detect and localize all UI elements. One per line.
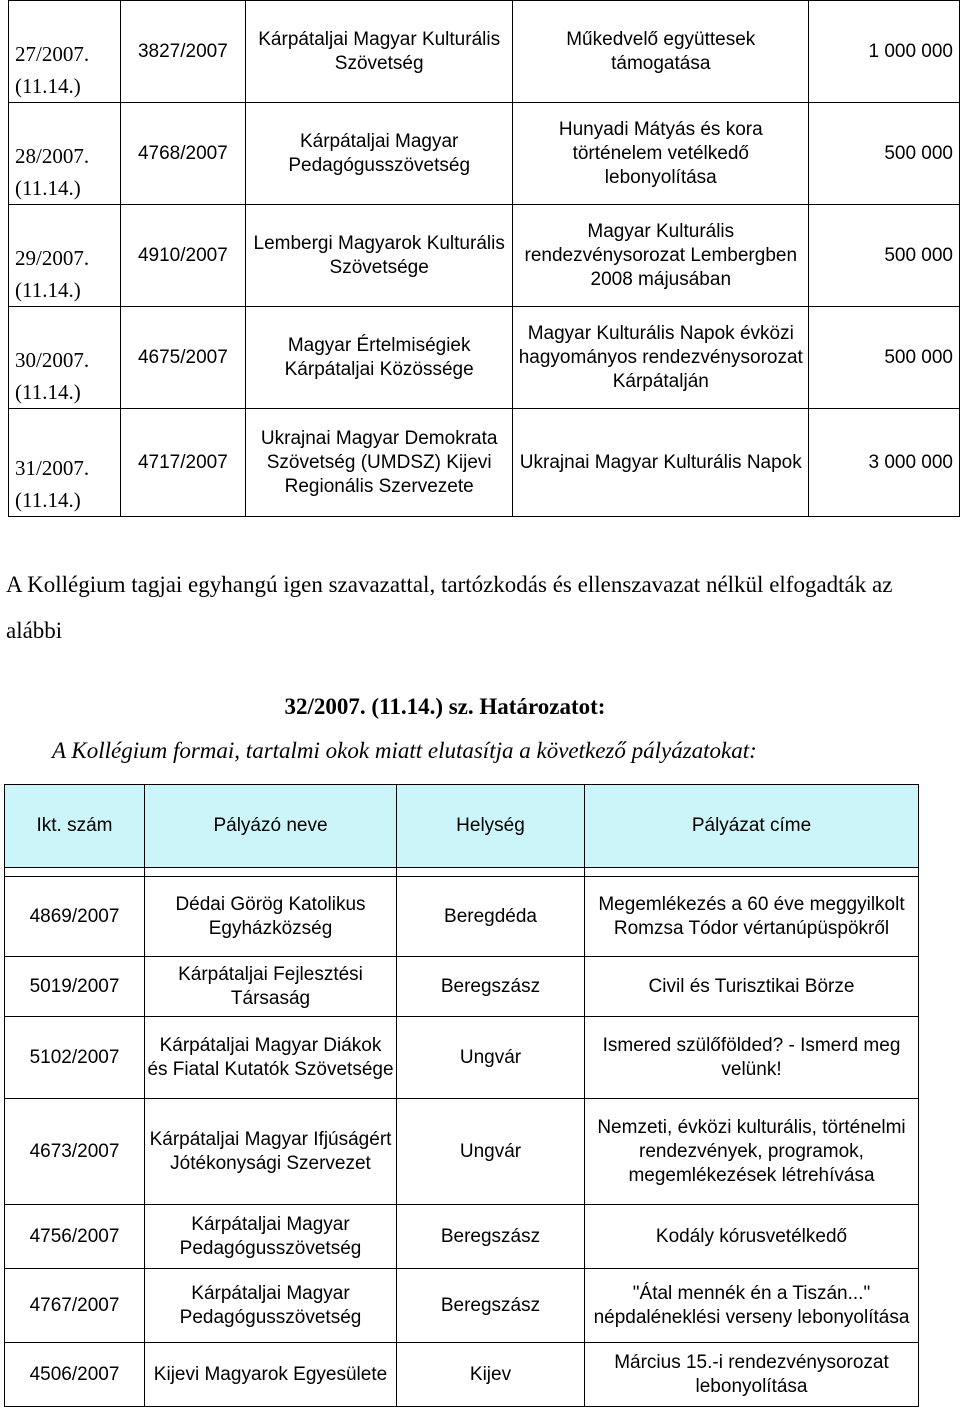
applicant-name: Ukrajnai Magyar Demokrata Szövetség (UMDSZ) Kijevi Regionális Szervezete bbox=[246, 409, 513, 517]
applicant-name: Magyar Értelmiségiek Kárpátaljai Közössége bbox=[246, 307, 513, 409]
grant-title: Nemzeti, évközi kulturális, történelmi rendezvények, programok, megemlékezések létrehívása bbox=[585, 1099, 919, 1205]
applicant-name: Kárpátaljai Magyar Pedagógusszövetség bbox=[145, 1269, 397, 1343]
place: Beregszász bbox=[397, 1269, 585, 1343]
applicant-name: Kijevi Magyarok Egyesülete bbox=[145, 1343, 397, 1407]
place: Kijev bbox=[397, 1343, 585, 1407]
applicant-name: Kárpátaljai Fejlesztési Társaság bbox=[145, 957, 397, 1017]
rejection-note: A Kollégium formai, tartalmi okok miatt elutasítja a következő pályázatokat: bbox=[52, 738, 757, 763]
applicant-name: Kárpátaljai Magyar Ifjúságért Jótékonysági Szervezet bbox=[145, 1099, 397, 1205]
resolution-date: 28/2007. (11.14.) bbox=[9, 103, 121, 205]
grant-title: Civil és Turisztikai Börze bbox=[585, 957, 919, 1017]
rejected-grants-table bbox=[4, 784, 919, 1407]
place: Ungvár bbox=[397, 1017, 585, 1099]
registration-number: 5102/2007 bbox=[5, 1017, 145, 1099]
registration-number: 4910/2007 bbox=[120, 205, 246, 307]
header-applicant-name: Pályázó neve bbox=[145, 785, 397, 868]
resolution-date: 27/2007. (11.14.) bbox=[9, 1, 121, 103]
registration-number: 4506/2007 bbox=[5, 1343, 145, 1407]
table-row bbox=[9, 307, 960, 409]
table-row bbox=[5, 1017, 919, 1099]
table-row bbox=[9, 1, 960, 103]
grant-title: Megemlékezés a 60 éve meggyilkolt Romzsa Tódor vértanúpüspökről bbox=[585, 877, 919, 957]
registration-number: 4675/2007 bbox=[120, 307, 246, 409]
applicant-name: Lembergi Magyarok Kulturális Szövetsége bbox=[246, 205, 513, 307]
decision-heading: 32/2007. (11.14.) sz. Határozatot: bbox=[284, 694, 606, 719]
registration-number: 3827/2007 bbox=[120, 1, 246, 103]
resolution-date: 31/2007. (11.14.) bbox=[9, 409, 121, 517]
table-row bbox=[9, 205, 960, 307]
registration-number: 4717/2007 bbox=[120, 409, 246, 517]
applicant-name: Kárpátaljai Magyar Pedagógusszövetség bbox=[246, 103, 513, 205]
grant-title: Magyar Kulturális rendezvénysorozat Lembergben 2008 májusában bbox=[513, 205, 809, 307]
approved-grants-table bbox=[8, 0, 960, 517]
applicant-name: Dédai Görög Katolikus Egyházközség bbox=[145, 877, 397, 957]
place: Beregszász bbox=[397, 957, 585, 1017]
header-registration-number: Ikt. szám bbox=[5, 785, 145, 868]
table-row bbox=[5, 1205, 919, 1269]
grant-title: Március 15.-i rendezvénysorozat lebonyolítása bbox=[585, 1343, 919, 1407]
table-row bbox=[5, 877, 919, 957]
place: Beregszász bbox=[397, 1205, 585, 1269]
registration-number: 5019/2007 bbox=[5, 957, 145, 1017]
grant-title: Műkedvelő együttesek támogatása bbox=[513, 1, 809, 103]
grant-title: Ukrajnai Magyar Kulturális Napok bbox=[513, 409, 809, 517]
registration-number: 4869/2007 bbox=[5, 877, 145, 957]
grant-amount: 1 000 000 bbox=[809, 1, 960, 103]
place: Ungvár bbox=[397, 1099, 585, 1205]
table-row bbox=[5, 1099, 919, 1205]
registration-number: 4768/2007 bbox=[120, 103, 246, 205]
grant-title: Ismered szülőfölded? - Ismerd meg velünk! bbox=[585, 1017, 919, 1099]
applicant-name: Kárpátaljai Magyar Pedagógusszövetség bbox=[145, 1205, 397, 1269]
registration-number: 4673/2007 bbox=[5, 1099, 145, 1205]
grant-amount: 3 000 000 bbox=[809, 409, 960, 517]
place: Beregdéda bbox=[397, 877, 585, 957]
header-place: Helység bbox=[397, 785, 585, 868]
grant-amount: 500 000 bbox=[809, 307, 960, 409]
registration-number: 4756/2007 bbox=[5, 1205, 145, 1269]
table-spacer-row bbox=[5, 868, 919, 877]
grant-title: Hunyadi Mátyás és kora történelem vetélkedő lebonyolítása bbox=[513, 103, 809, 205]
header-grant-title: Pályázat címe bbox=[585, 785, 919, 868]
grant-amount: 500 000 bbox=[809, 103, 960, 205]
registration-number: 4767/2007 bbox=[5, 1269, 145, 1343]
grant-title: Kodály kórusvetélkedő bbox=[585, 1205, 919, 1269]
grant-title: Magyar Kulturális Napok évközi hagyományos rendezvénysorozat Kárpátalján bbox=[513, 307, 809, 409]
table-row bbox=[5, 957, 919, 1017]
table-header-row bbox=[5, 785, 919, 868]
table-row bbox=[5, 1269, 919, 1343]
applicant-name: Kárpátaljai Magyar Kulturális Szövetség bbox=[246, 1, 513, 103]
table-row bbox=[5, 1343, 919, 1407]
table-row bbox=[9, 409, 960, 517]
table-row bbox=[9, 103, 960, 205]
grant-title: "Átal mennék én a Tiszán..." népdaléneklési verseny lebonyolítása bbox=[585, 1269, 919, 1343]
resolution-date: 30/2007. (11.14.) bbox=[9, 307, 121, 409]
grant-amount: 500 000 bbox=[809, 205, 960, 307]
approval-paragraph: A Kollégium tagjai egyhangú igen szavazattal, tartózkodás és ellenszavazat nélkül elfogadták az alábbi bbox=[6, 572, 893, 643]
applicant-name: Kárpátaljai Magyar Diákok és Fiatal Kutatók Szövetsége bbox=[145, 1017, 397, 1099]
resolution-date: 29/2007. (11.14.) bbox=[9, 205, 121, 307]
